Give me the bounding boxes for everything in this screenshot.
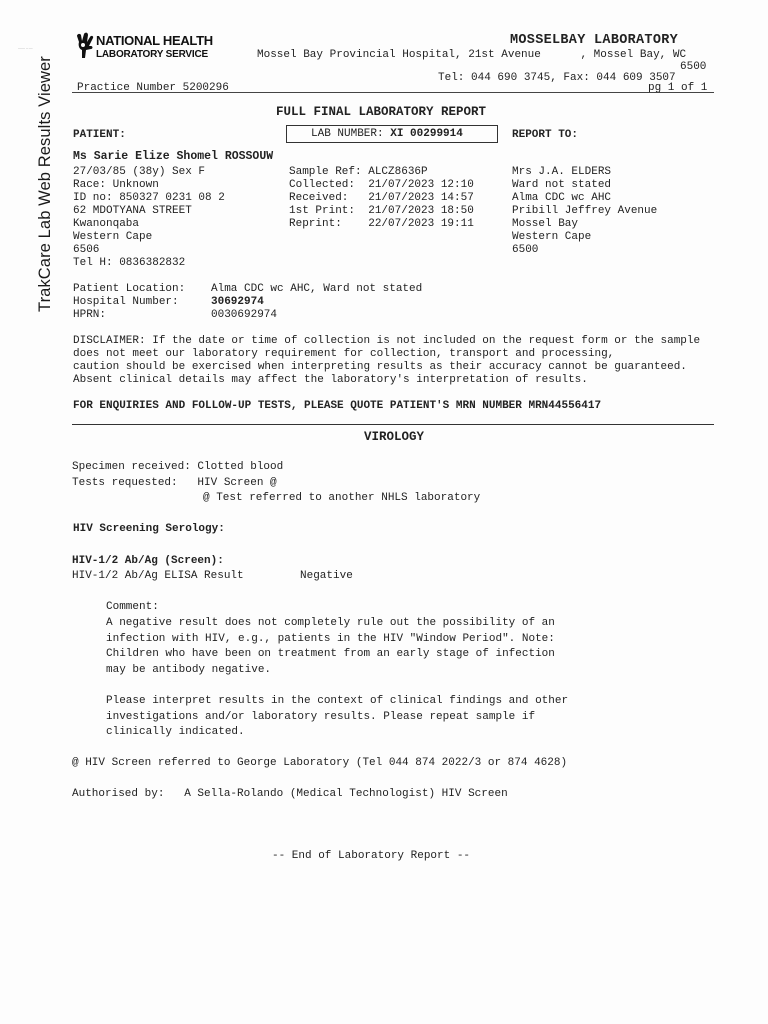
disclaimer-line: DISCLAIMER: If the date or time of collection is not included on the request form or the sample [73,335,701,347]
disclaimer-line: caution should be exercised when interpreting results as their accuracy cannot be guaranteed. [73,361,687,373]
header-divider [72,92,714,93]
lab-number-label: LAB NUMBER: [311,128,384,140]
patient-id: ID no: 850327 0231 08 2 [73,192,225,204]
patient-suburb: Kwanonqaba [73,218,140,230]
patient-race: Race: Unknown [73,179,159,191]
patient-province: Western Cape [73,231,153,243]
result-label: HIV-1/2 Ab/Ag ELISA Result [72,570,244,582]
interpretation-text [106,694,568,741]
report-to-province: Western Cape [512,231,592,243]
referred-note: @ Test referred to another NHLS laboratory [203,492,481,504]
sample-received: Received: 21/07/2023 14:57 [289,192,474,204]
sample-reprint: Reprint: 22/07/2023 19:11 [289,218,474,230]
practice-number: Practice Number 5200296 [77,82,229,94]
sample-ref: Sample Ref: ALCZ8636P [289,166,428,178]
hospital-number: 30692974 [211,296,264,308]
lab-contact: Tel: 044 690 3745, Fax: 044 609 3507 [438,72,676,84]
comment-text [106,616,555,678]
patient-postcode: 6506 [73,244,100,256]
section-title-virology: VIROLOGY [364,430,425,444]
referral-note: @ HIV Screen referred to George Laboratory (Tel 044 874 2022/3 or 874 4628) [72,757,568,769]
patient-header: PATIENT: [73,129,126,141]
report-to-ward: Ward not stated [512,179,612,191]
report-to-street: Pribill Jeffrey Avenue [512,205,658,217]
interpretation-line: clinically indicated. [106,726,245,738]
patient-street: 62 MDOTYANA STREET [73,205,192,217]
patient-details [73,166,225,270]
patient-dob-sex: 27/03/85 (38y) Sex F [73,166,206,178]
end-of-report: -- End of Laboratory Report -- [272,850,471,862]
comment-line: may be antibody negative. [106,663,272,676]
report-to-town: Mossel Bay [512,218,579,230]
tiny-mark: ------- -- ---- [18,46,33,50]
lab-number-box [286,125,498,143]
lab-number-value: XI 00299914 [390,128,463,140]
section-divider [72,424,714,425]
test-title: HIV-1/2 Ab/Ag (Screen): [72,555,224,567]
logo-text [96,34,213,61]
report-to-clinic: Alma CDC wc AHC [512,192,612,204]
page-number: pg 1 of 1 [648,82,708,94]
viewer-title: TrakCare Lab Web Results Viewer [36,56,54,312]
patient-name: Ms Sarie Elize Shomel ROSSOUW [73,150,274,163]
report-to-postcode: 6500 [512,244,539,256]
interpretation-line: investigations and/or laboratory results. Please repeat sample if [106,710,536,723]
lab-name: MOSSELBAY LABORATORY [510,33,679,48]
patient-location: Alma CDC wc AHC, Ward not stated [211,283,423,295]
lab-address: Mossel Bay Provincial Hospital, 21st Avenue , Mossel Bay, WC [257,49,687,61]
comment-label: Comment: [106,601,159,613]
sample-details [289,166,474,231]
logo-line2: LABORATORY SERVICE [96,49,208,60]
report-to-header: REPORT TO: [512,129,579,141]
interpretation-line: Please interpret results in the context of clinical findings and other [106,695,569,707]
logo-line1: NATIONAL HEALTH [96,33,213,48]
comment-line: A negative result does not completely rule out the possibility of an [106,617,555,629]
report-to-details [512,166,657,257]
hprn: 0030692974 [211,309,278,321]
patient-location-label: Patient Location: [73,283,186,295]
enquiries-notice: FOR ENQUIRIES AND FOLLOW-UP TESTS, PLEASE QUOTE PATIENT'S MRN NUMBER MRN44556417 [73,400,602,412]
authorised-by: Authorised by: A Sella-Rolando (Medical Technologist) HIV Screen [72,788,508,800]
tests-requested: Tests requested: HIV Screen @ [72,477,277,489]
comment-line: infection with HIV, e.g., patients in the HIV "Window Period". Note: [106,632,555,645]
disclaimer [73,335,700,387]
disclaimer-line: Absent clinical details may affect the laboratory's interpretation of results. [73,374,588,386]
lab-number [311,128,463,141]
result-value: Negative [300,570,353,582]
report-to-doctor: Mrs J.A. ELDERS [512,166,612,178]
sample-first-print: 1st Print: 21/07/2023 18:50 [289,205,474,217]
hprn-label: HPRN: [73,309,107,321]
hospital-number-label: Hospital Number: [73,296,179,308]
sample-collected: Collected: 21/07/2023 12:10 [289,179,474,191]
disclaimer-line: does not meet our laboratory requirement for collection, transport and processing, [73,348,615,360]
lab-postcode: 6500 [680,61,707,73]
serology-heading: HIV Screening Serology: [73,523,225,535]
specimen-received: Specimen received: Clotted blood [72,461,284,473]
comment-line: Children who have been on treatment from an early stage of infection [106,648,555,660]
report-title: FULL FINAL LABORATORY REPORT [276,105,487,119]
nhls-logo-icon [74,32,96,60]
nhls-logo [74,32,224,68]
patient-phone: Tel H: 0836382832 [73,257,186,269]
